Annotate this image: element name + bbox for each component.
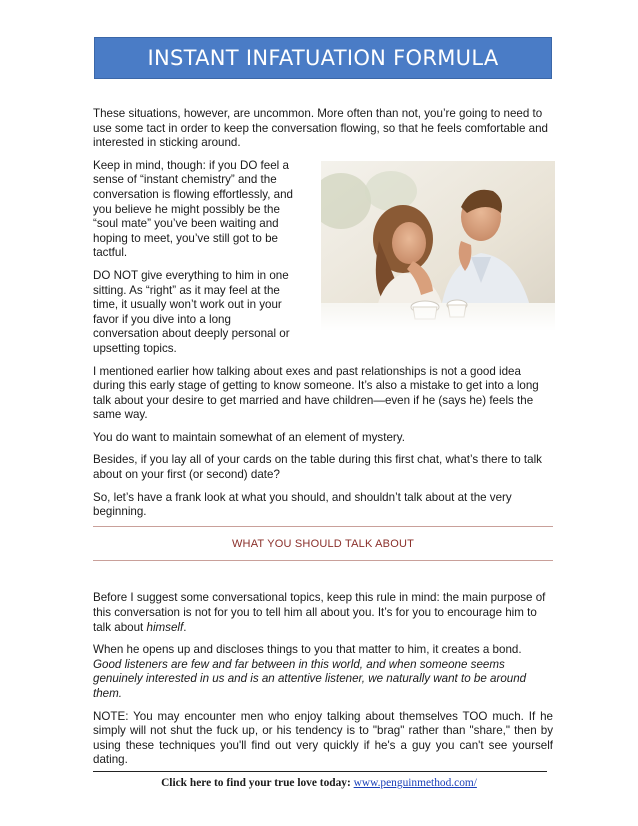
paragraph-chemistry: Keep in mind, though: if you DO feel a sense of “instant chemistry” and the conversation is flowing effortlessly, and you believe he might possibly be the “soul mate” you’ve been waiting and hoping to meet, you’ve still got to be tactful. [93,158,293,260]
rule-end: . [183,620,187,634]
rule-text: Before I suggest some conversational topics, keep this rule in mind: the main purpose of this conversation is not for you to tell him all about you. It’s for you to encourage him to talk about [93,591,546,634]
paragraph-rule [93,591,553,635]
paragraph-do-not: DO NOT give everything to him in one sitting. As “right” as it may feel at the time, it usually won’t work out in your favor if you dive into a long conversation about deeply personal or upsetting topics. [93,268,290,355]
bond-emphasis: Good listeners are few and far between in this world, and when someone seems genuinely interested in us and is an attentive listener, we naturally want to be around them. [93,657,527,700]
page-title: INSTANT INFATUATION FORMULA [147,46,499,70]
paragraph-intro: These situations, however, are uncommon. More often than not, you’re going to need to use some tact in order to keep the conversation flowing, so that he feels comfortable and interested in sticking around. [93,107,548,150]
paragraph-mystery: You do want to maintain somewhat of an element of mystery. [93,430,405,444]
rule-emphasis: himself [146,620,184,634]
paragraph-exes: I mentioned earlier how talking about exes and past relationships is not a good idea during this early stage of getting to know someone. It’s also a mistake to get into a long talk about your desire to get married and have children—even if he (says he) feels the same way. [93,364,539,422]
couple-photo [321,161,555,331]
footer-link[interactable]: www.penguinmethod.com/ [353,777,477,789]
paragraph-bond [93,643,553,701]
section-heading: WHAT YOU SHOULD TALK ABOUT [231,537,415,550]
section-divider-top [93,526,553,527]
paragraph-note: NOTE: You may encounter men who enjoy talking about themselves TOO much. If he simply will not shut the fuck up, or his tendency is to "brag" rather than "share," then by using these techniques you'll find out very quickly if he's a guy you can't see yourself dating. [93,709,553,767]
document-body [93,107,553,776]
footer-text: Click here to find your true love today: [161,777,354,789]
paragraph-frank-look: So, let’s have a frank look at what you should, and shouldn’t talk about at the very beginning. [93,490,512,519]
footer [0,777,638,789]
paragraph-cards: Besides, if you lay all of your cards on the table during this first chat, what’s there to talk about on your first (or second) date? [93,453,542,482]
section-divider-bottom [93,560,553,561]
footer-rule [93,771,547,772]
bond-text: When he opens up and discloses things to you that matter to him, it creates a bond. [93,643,522,657]
title-banner [94,37,552,79]
